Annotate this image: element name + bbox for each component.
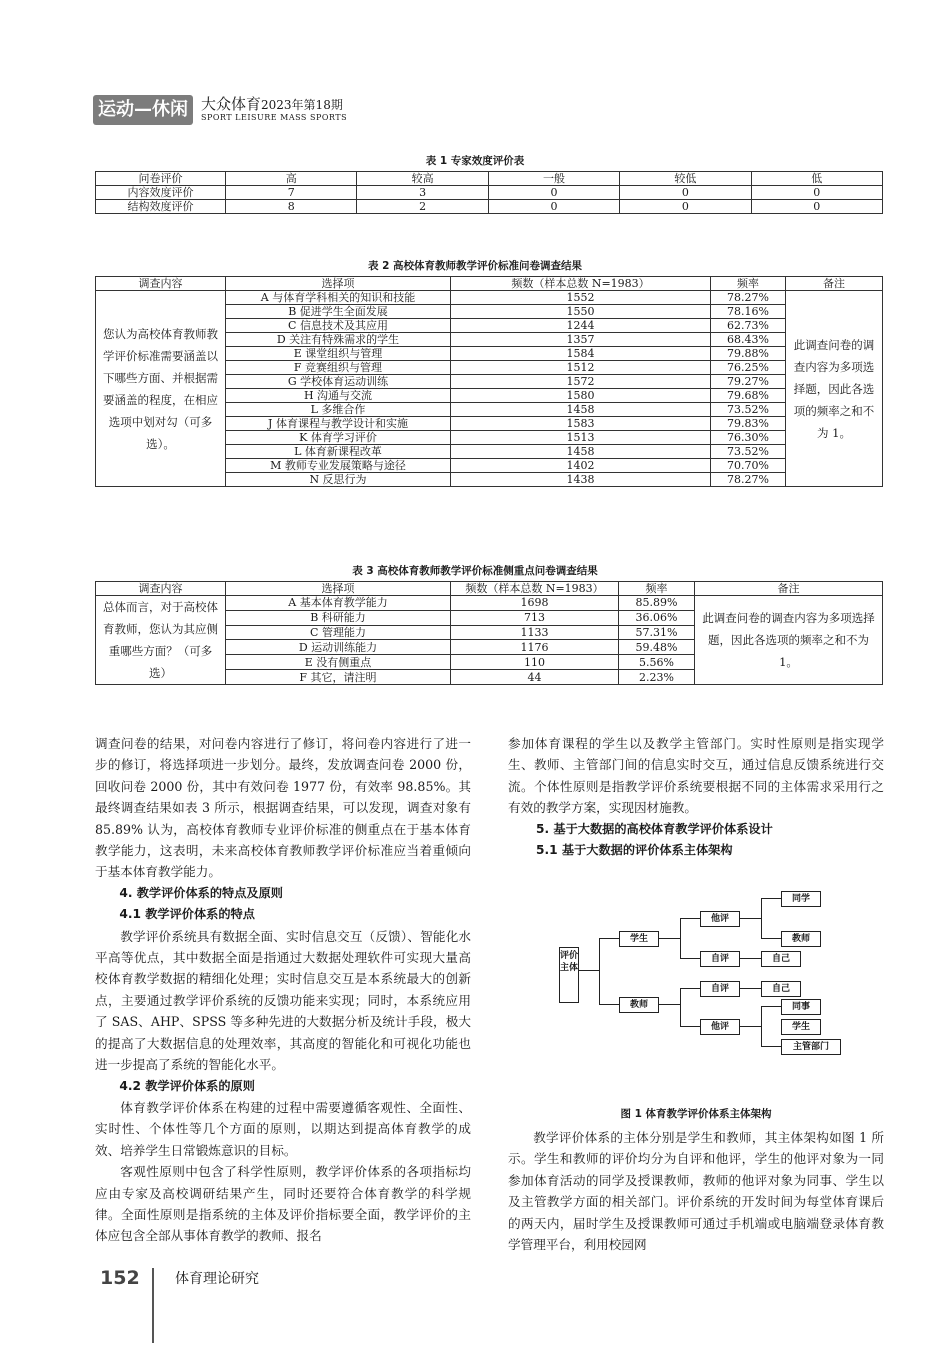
diagram-connector — [761, 1046, 781, 1047]
survey-question-cell: 总体而言，对于高校体育教师，您认为其应侧重哪些方面？（可多选） — [96, 596, 226, 685]
diagram-connector — [761, 898, 781, 899]
table-cell: 1458 — [451, 403, 711, 417]
table-cell: 0 — [751, 200, 882, 214]
table-cell: 3 — [357, 186, 488, 200]
table-cell: 1698 — [451, 596, 619, 611]
diagram-node-student: 学生 — [619, 931, 659, 947]
table-cell: 1552 — [451, 291, 711, 305]
table-cell: 1512 — [451, 361, 711, 375]
table-cell: 79.68% — [711, 389, 786, 403]
table-cell: 1458 — [451, 445, 711, 459]
table-header-cell: 频率 — [619, 582, 695, 596]
section-heading-4-2: 4.2 教学评价体系的原则 — [119, 1078, 255, 1093]
table-cell: 79.83% — [711, 417, 786, 431]
table-cell: 结构效度评价 — [96, 200, 226, 214]
table-header-cell: 较低 — [620, 172, 751, 186]
diagram-connector — [739, 918, 761, 919]
journal-issue: 2023年第18期 — [261, 98, 343, 112]
paragraph: 教学评价体系的主体分别是学生和教师，其主体架构如图 1 所示。学生和教师的评价均分为自评和他评，学生的他评对象为一同参加体育活动的同学及授课教师，教师的他评对象为同事、学生以及主管教学方面的相关部门。评价系统的开发时间为每堂体育课后的两天内，届时学生及授课教师可通过手机端或电脑端登录体育教学管理平台，利用校园网 — [508, 1130, 884, 1253]
table-cell: D 运动训练能力 — [226, 640, 451, 655]
table-cell: 76.30% — [711, 431, 786, 445]
diagram-node-teacher: 教师 — [619, 997, 659, 1013]
diagram-connector — [599, 938, 619, 939]
table-cell: 1176 — [451, 640, 619, 655]
table-cell: 713 — [451, 610, 619, 625]
table-cell: 70.70% — [711, 459, 786, 473]
table3-caption: 表 3 高校体育教师教学评价标准侧重点问卷调查结果 — [352, 565, 598, 577]
diagram-node-student-leaf: 学生 — [781, 1019, 821, 1035]
section-heading-4-1: 4.1 教学评价体系的特点 — [119, 907, 255, 922]
table-cell: M 教师专业发展策略与途径 — [226, 459, 451, 473]
table-cell: E 课堂组织与管理 — [226, 347, 451, 361]
table-cell: 1572 — [451, 375, 711, 389]
table-header-cell: 低 — [751, 172, 882, 186]
right-column-bottom — [508, 1127, 884, 1255]
table3 — [95, 581, 883, 685]
diagram-node-student-self-eval: 自评 — [700, 951, 740, 967]
section-heading-4: 4. 教学评价体系的特点及原则 — [119, 885, 283, 900]
table-cell: 1357 — [451, 333, 711, 347]
table-cell: 1583 — [451, 417, 711, 431]
table-cell: F 其它，请注明 — [226, 670, 451, 685]
table-header-cell: 调查内容 — [96, 277, 226, 291]
journal-subtitle: SPORT LEISURE MASS SPORTS — [201, 113, 348, 122]
journal-logo-badge: 运动—休闲 — [93, 95, 193, 125]
table-cell: A 与体育学科相关的知识和技能 — [226, 291, 451, 305]
table-header-cell: 调查内容 — [96, 582, 226, 596]
diagram-node-dept: 主管部门 — [781, 1039, 841, 1055]
table2 — [95, 276, 883, 487]
table-cell: 1584 — [451, 347, 711, 361]
table-cell: 57.31% — [619, 625, 695, 640]
table-cell: G 学校体育运动训练 — [226, 375, 451, 389]
table-cell: L 多维合作 — [226, 403, 451, 417]
diagram-connector — [680, 988, 681, 1026]
diagram-connector — [761, 938, 781, 939]
paragraph: 客观性原则中包含了科学性原则，教学评价体系的各项指标均应由专家及高校调研结果产生，同时还要符合体育教学的科学规律。全面性原则是指系统的主体及评价指标要全面，教学评价的主体应包含全部从事体育教学的教师、报名 — [95, 1164, 471, 1244]
diagram-connector — [658, 1004, 680, 1005]
table-cell: 78.16% — [711, 305, 786, 319]
journal-title — [201, 93, 343, 114]
diagram-node-self: 自己 — [761, 981, 801, 997]
diagram-connector — [761, 1006, 781, 1007]
table-cell: 0 — [751, 186, 882, 200]
diagram-connector — [739, 988, 761, 989]
table-cell: 44 — [451, 670, 619, 685]
table-cell: 1402 — [451, 459, 711, 473]
diagram-connector — [680, 1026, 700, 1027]
survey-question-cell: 您认为高校体育教师教学评价标准需要涵盖以下哪些方面、并根据需要涵盖的程度，在相应选项中划对勾（可多选）。 — [96, 291, 226, 487]
section-heading-5-1: 5.1 基于大数据的评价体系主体架构 — [536, 843, 733, 858]
table-header-cell: 频率 — [711, 277, 786, 291]
diagram-node-teacher-other-eval: 他评 — [700, 1019, 740, 1035]
table-cell: 内容效度评价 — [96, 186, 226, 200]
table-cell: 1244 — [451, 319, 711, 333]
diagram-connector — [599, 1004, 619, 1005]
table-cell: 7 — [226, 186, 357, 200]
figure-caption: 图 1 体育教学评价体系主体架构 — [620, 1108, 772, 1120]
diagram-connector — [761, 898, 762, 938]
table-cell: 1133 — [451, 625, 619, 640]
table-cell: 76.25% — [711, 361, 786, 375]
diagram-connector — [680, 958, 700, 959]
right-column-top — [508, 733, 884, 861]
table-header-row — [96, 582, 883, 596]
table-cell: 1550 — [451, 305, 711, 319]
table-cell: N 反思行为 — [226, 473, 451, 487]
table-cell: 1513 — [451, 431, 711, 445]
table-cell: F 竞赛组织与管理 — [226, 361, 451, 375]
table-header-cell: 较高 — [357, 172, 488, 186]
table-cell: 1438 — [451, 473, 711, 487]
table-cell: J 体育课程与教学设计和实施 — [226, 417, 451, 431]
journal-name: 大众体育 — [201, 95, 262, 113]
table-cell: C 管理能力 — [226, 625, 451, 640]
table-cell: 68.43% — [711, 333, 786, 347]
table-cell: 59.48% — [619, 640, 695, 655]
table-header-cell: 选择项 — [226, 277, 451, 291]
page-number: 152 — [100, 1267, 140, 1289]
diagram-connector — [680, 988, 700, 989]
table-header-row — [96, 172, 883, 186]
diagram-connector — [599, 938, 600, 1004]
table-header-cell: 高 — [226, 172, 357, 186]
diagram-node-self: 自己 — [761, 951, 801, 967]
remark-cell: 此调查问卷的调查内容为多项选择题，因此各选项的频率之和不为 1。 — [695, 596, 883, 685]
footer-section-title: 体育理论研究 — [175, 1271, 259, 1287]
table-header-cell: 选择项 — [226, 582, 451, 596]
table-cell: 8 — [226, 200, 357, 214]
diagram-node-colleague: 同事 — [781, 999, 821, 1015]
table-cell: 0 — [620, 186, 751, 200]
diagram-connector — [658, 938, 680, 939]
table-cell: B 促进学生全面发展 — [226, 305, 451, 319]
table-cell: 78.27% — [711, 291, 786, 305]
table-cell: 1580 — [451, 389, 711, 403]
table-cell: 110 — [451, 655, 619, 670]
diagram-node-teacher-leaf: 教师 — [781, 931, 821, 947]
table-header-row — [96, 277, 883, 291]
table1-caption: 表 1 专家效度评价表 — [425, 155, 525, 167]
table-row — [96, 596, 883, 611]
table-cell: 79.27% — [711, 375, 786, 389]
table-row — [96, 186, 883, 200]
diagram-connector — [579, 970, 599, 971]
table-cell: 0 — [488, 186, 619, 200]
table-header-cell: 备注 — [786, 277, 883, 291]
table-cell: E 没有侧重点 — [226, 655, 451, 670]
paragraph: 教学评价系统具有数据全面、实时信息交互（反馈）、智能化水平高等优点，其中数据全面是指通过大数据处理软件可实现大量高校体育教学数据的精细化处理；实时信息交互是本系统最大的创新点，主要通过教学评价系统的反馈功能来实现；同时，本系统应用了 SAS、AHP、SPSS 等多种先进的大数据分析及统计手段，极大的提高了大数据信息的处理效率，其高度的智能化和可视化功能也进一步提高了系统的智能化水平。 — [95, 928, 471, 1073]
left-column — [95, 733, 471, 1247]
diagram-node-student-other-eval: 他评 — [700, 911, 740, 927]
table-cell: 36.06% — [619, 610, 695, 625]
table-cell: 2 — [357, 200, 488, 214]
paragraph: 参加体育课程的学生以及教学主管部门。实时性原则是指实现学生、教师、主管部门间的信息实时交互，通过信息反馈系统进行交流。个体性原则是指教学评价系统要根据不同的主体需求采用行之有效的教学方案，实现因材施教。 — [508, 736, 884, 816]
diagram-connector — [680, 918, 700, 919]
table-cell: 78.27% — [711, 473, 786, 487]
remark-cell: 此调查问卷的调查内容为多项选择题，因此各选项的频率之和不为 1。 — [786, 291, 883, 487]
diagram-connector — [680, 918, 681, 958]
table-cell: 0 — [488, 200, 619, 214]
table-cell: K 体育学习评价 — [226, 431, 451, 445]
table-cell: A 基本体育教学能力 — [226, 596, 451, 611]
paragraph: 调查问卷的结果，对问卷内容进行了修订，将问卷内容进行了进一步的修订，将选择项进一步划分。最终，发放调查问卷 2000 份，回收问卷 2000 份，其中有效问卷 1977 份，有效率 98.85%。其最终调查结果如表 3 所示，根据调查结果，可以发现，调查对象有 85.89% 认为，高校体育教师专业评价标准的侧重点在于基本体育教学能力，这表明，未来高校体育教师教学评价标准应当着重倾向于基本体育教学能力。 — [95, 736, 471, 880]
table-row — [96, 200, 883, 214]
table-row — [96, 291, 883, 305]
diagram-node-root: 评价主体 — [559, 947, 579, 1003]
table-cell: C 信息技术及其应用 — [226, 319, 451, 333]
paragraph: 体育教学评价体系在构建的过程中需要遵循客观性、全面性、实时性、个体性等几个方面的原则，以期达到提高体育教学的成效、培养学生日常锻炼意识的目标。 — [95, 1099, 471, 1158]
section-heading-5: 5. 基于大数据的高校体育教学评价体系设计 — [536, 821, 773, 836]
table-header-cell: 频数（样本总数 N=1983） — [451, 582, 619, 596]
table-cell: H 沟通与交流 — [226, 389, 451, 403]
table-cell: 73.52% — [711, 403, 786, 417]
table2-caption: 表 2 高校体育教师教学评价标准问卷调查结果 — [367, 260, 583, 272]
table1 — [95, 171, 883, 214]
table-cell: 79.88% — [711, 347, 786, 361]
table-cell: B 科研能力 — [226, 610, 451, 625]
footer-divider — [152, 1268, 154, 1343]
table-cell: 0 — [620, 200, 751, 214]
diagram-node-classmate: 同学 — [781, 891, 821, 907]
table-cell: 73.52% — [711, 445, 786, 459]
table-cell: L 体育新课程改革 — [226, 445, 451, 459]
diagram-connector — [739, 958, 761, 959]
table-cell: 5.56% — [619, 655, 695, 670]
diagram-node-teacher-self-eval: 自评 — [700, 981, 740, 997]
table-header-cell: 备注 — [695, 582, 883, 596]
table-cell: 2.23% — [619, 670, 695, 685]
diagram-connector — [761, 1006, 762, 1046]
table-header-cell: 问卷评价 — [96, 172, 226, 186]
table-header-cell: 频数（样本总数 N=1983） — [451, 277, 711, 291]
table-header-cell: 一般 — [488, 172, 619, 186]
table-cell: 62.73% — [711, 319, 786, 333]
diagram-connector — [739, 1026, 761, 1027]
table-cell: D 关注有特殊需求的学生 — [226, 333, 451, 347]
table-cell: 85.89% — [619, 596, 695, 611]
